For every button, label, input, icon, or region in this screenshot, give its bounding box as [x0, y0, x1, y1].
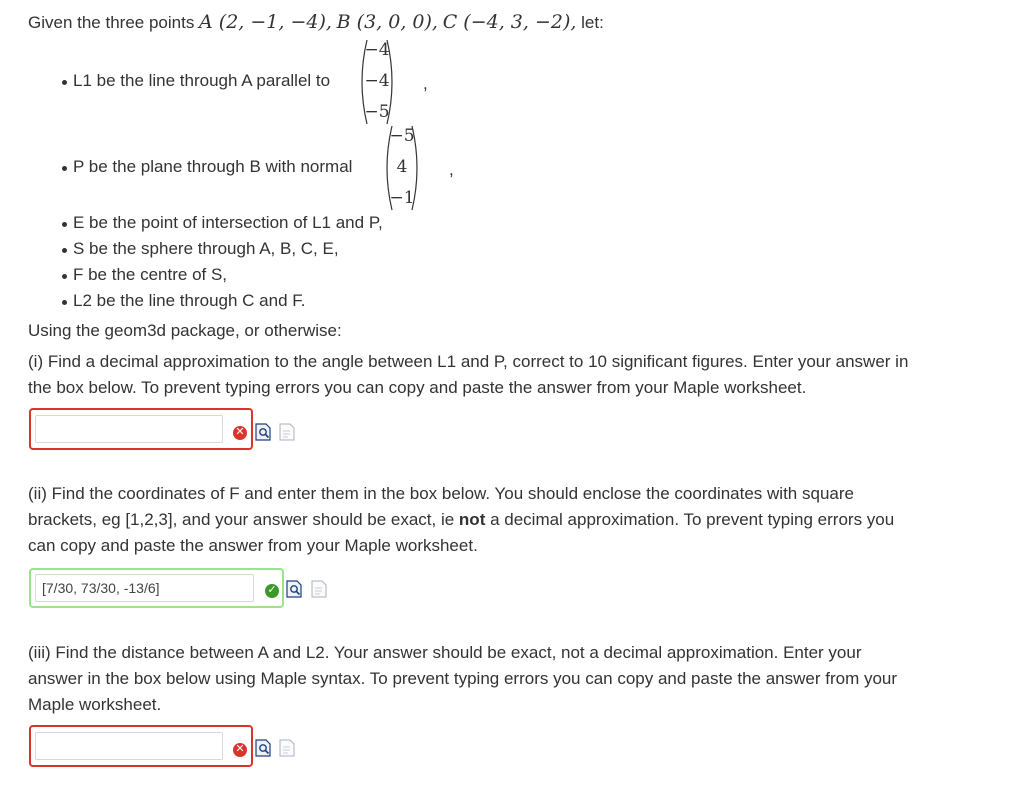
vector-entry: −4: [364, 71, 390, 91]
answer-input-q2[interactable]: [7/30, 73/30, -13/6]: [35, 574, 254, 602]
answer-input-q1[interactable]: [35, 415, 223, 443]
intro-lead: Given the three points: [28, 13, 200, 32]
bullet: [62, 222, 67, 227]
question-label: (ii): [28, 484, 47, 503]
question-text: Find the distance between A and L2. Your answer should be exact, not a decimal approximation. Enter your: [50, 643, 862, 662]
bullet: [62, 166, 67, 171]
comma: ,: [449, 160, 454, 179]
vector-entry: −5: [364, 102, 390, 122]
paste-icon[interactable]: [311, 580, 327, 598]
preview-icon[interactable]: [286, 580, 302, 598]
x-circle-icon: ✕: [233, 743, 247, 757]
bullet: [62, 248, 67, 253]
answer-box-q1: [29, 408, 253, 450]
question-2-text: [28, 481, 978, 559]
item-l1: L1 be the line through A parallel to: [73, 71, 331, 90]
question-text: Find the coordinates of F and enter them in the box below. You should enclose the coordinates with square: [46, 484, 854, 503]
bullet: [62, 80, 67, 85]
question-text: Find a decimal approximation to the angle between L1 and P, correct to 10 significant figures. Enter your answer in: [43, 352, 909, 371]
question-text: brackets, eg [1,2,3], and your answer should be exact, ie: [28, 510, 459, 529]
question-text: answer in the box below using Maple syntax. To prevent typing errors you can copy and paste the answer from your: [28, 669, 898, 688]
answer-box-q2: [29, 568, 284, 608]
x-circle-icon: ✕: [233, 426, 247, 440]
answer-input-q3[interactable]: [35, 732, 223, 760]
question-label: (i): [28, 352, 44, 371]
question-text: can copy and paste the answer from your Maple worksheet.: [28, 536, 478, 555]
instruction-text: Using the geom3d package, or otherwise:: [28, 321, 342, 340]
item-p: P be the plane through B with normal: [73, 157, 353, 176]
vector-entry: 4: [396, 157, 408, 177]
p-normal-vector: [382, 124, 422, 212]
emphasis-not: not: [458, 510, 486, 529]
question-text: the box below. To prevent typing errors you can copy and paste the answer from your Maple worksheet.: [28, 378, 807, 397]
intro-line: [28, 11, 604, 33]
comma: ,: [423, 74, 428, 93]
vector-entry: −1: [389, 188, 415, 208]
point-a: A (2, −1, −4),: [199, 11, 332, 33]
item-e: E be the point of intersection of L1 and P,: [73, 213, 383, 232]
question-label: (iii): [28, 643, 51, 662]
preview-icon[interactable]: [255, 739, 271, 757]
question-3-text: [28, 640, 978, 718]
question-text: a decimal approximation. To prevent typing errors you: [485, 510, 895, 529]
l1-direction-vector: [357, 38, 397, 126]
bullet: [62, 274, 67, 279]
check-circle-icon: ✓: [265, 584, 279, 598]
intro-tail: let:: [581, 13, 604, 32]
item-s: S be the sphere through A, B, C, E,: [73, 239, 339, 258]
point-c: C (−4, 3, −2),: [442, 11, 577, 33]
answer-box-q3: [29, 725, 253, 767]
item-f: F be the centre of S,: [73, 265, 228, 284]
paste-icon[interactable]: [279, 423, 295, 441]
vector-entry: −5: [389, 126, 415, 146]
vector-entry: −4: [364, 40, 390, 60]
preview-icon[interactable]: [255, 423, 271, 441]
bullet: [62, 300, 67, 305]
item-l2: L2 be the line through C and F.: [73, 291, 306, 310]
question-1-text: [28, 349, 978, 401]
question-text: Maple worksheet.: [28, 695, 162, 714]
paste-icon[interactable]: [279, 739, 295, 757]
point-b: B (3, 0, 0),: [336, 11, 438, 33]
